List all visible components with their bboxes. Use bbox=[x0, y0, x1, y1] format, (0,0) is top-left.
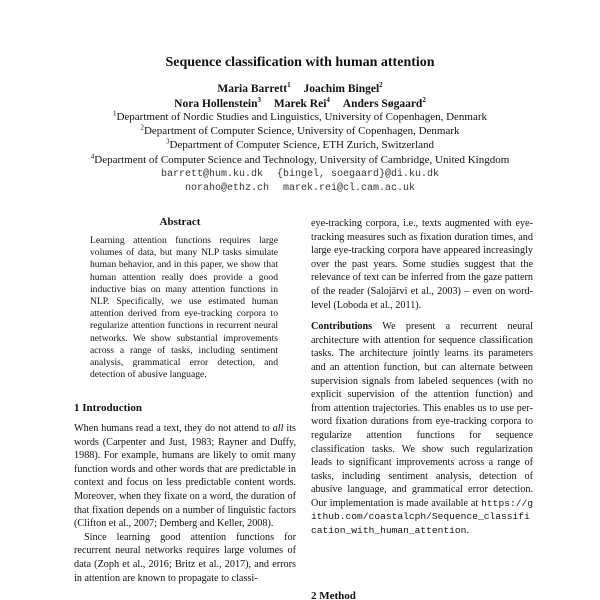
email-block bbox=[0, 168, 600, 195]
email-address: barrett@hum.ku.dk bbox=[160, 169, 263, 180]
method-heading: 2 Method bbox=[311, 590, 356, 600]
author-line-2 bbox=[0, 97, 600, 112]
author-name: Joachim Bingel$^2$ bbox=[303, 81, 383, 95]
email-address: marek.rei@cl.cam.ac.uk bbox=[283, 182, 416, 194]
author-name: Maria Barrett$^1$ bbox=[217, 81, 291, 95]
affiliation: $^2$Department of Computer Science, University of Copenhagen, Denmark bbox=[140, 123, 460, 138]
paper-title: Sequence classification with human attention bbox=[165, 55, 435, 70]
author-block bbox=[0, 82, 600, 111]
affiliation: $^1$Department of Nordic Studies and Linguistics, University of Copenhagen, Denmark bbox=[112, 109, 488, 123]
contributions-heading: Contributions bbox=[311, 321, 373, 333]
email-address: {bingel, soegaard}@di.ku.dk bbox=[277, 169, 440, 180]
introduction-heading: 1 Introduction bbox=[74, 402, 142, 414]
code-link[interactable]: https://github.com/coastalcph/Sequence_classification_with_human_attention bbox=[311, 497, 533, 537]
author-name: Anders Søgaard$^2$ bbox=[342, 95, 426, 110]
abstract-heading: Abstract bbox=[159, 216, 201, 228]
affiliation: $^3$Department of Computer Science, ETH Zurich, Switzerland bbox=[165, 137, 435, 152]
paragraph: When humans read a text, they do not attend to all its words (Carpenter and Just, 1983; Rayner and Duffy, 1988). For example, humans are likely to omit many function words and other words that are predictable in context and focus on less predictable content words. Moreover, when they fixate on a word, the duration of that fixation depends on a number of linguistic factors (Clifton et al., 2007; Demberg and Keller, 2008). bbox=[74, 423, 296, 530]
author-line-1 bbox=[0, 82, 600, 97]
author-name: Marek Rei$^4$ bbox=[273, 95, 330, 110]
paragraph: eye-tracking corpora, i.e., texts augmented with eye-tracking measures such as fixation duration times, and large eye-tracking corpora have appeared increasingly over the past years. Some studies suggest that the relevance of text can be inferred from the gaze pattern of the reader (Salojärvi et al., 2003) – even on word-level (Loboda et al., 2011). bbox=[311, 218, 533, 311]
author-name: Nora Hollenstein$^3$ bbox=[174, 95, 262, 110]
affiliation-block bbox=[0, 110, 600, 167]
email-line-2 bbox=[0, 182, 600, 196]
contributions-paragraph: Contributions We present a recurrent neural architecture with attention for sequence classification tasks. The architecture jointly learns its parameters and an attention function, but can alternate between supervision signals from labeled sequences (with no explicit supervision of the attention function) and from attention trajectories. This enables us to use per-word fixation durations from eye-tracking corpora to regularize attention functions for sequence classification tasks. We show such regularization leads to significant improvements across a range of tasks, including sentiment analysis, detection of abusive language, and grammatical error detection. Our implementation is made available at https://github.com/coastalcph/Sequence_classification_with_human_attention. bbox=[311, 321, 533, 537]
abstract-text: Learning attention functions requires large volumes of data, but many NLP tasks simulate human behavior, and in this paper, we show that human attention really does provide a good inductive bias on many attention functions in NLP. Specifically, we use estimated human attention derived from eye-tracking corpora to regularize attention functions in recurrent neural networks. We show substantial improvements across a range of tasks, including sentiment analysis, grammatical error detection, and detection of abusive language. bbox=[90, 235, 278, 381]
email-line-1 bbox=[0, 168, 600, 182]
right-column-body bbox=[311, 217, 533, 546]
email-address: noraho@ethz.ch bbox=[184, 182, 269, 194]
affiliation: $^4$Department of Computer Science and Technology, University of Cambridge, United Kingdom bbox=[90, 151, 510, 166]
introduction-body bbox=[74, 422, 296, 585]
paragraph: Since learning good attention functions for recurrent neural networks requires large volumes of data (Zoph et al., 2016; Britz et al., 2017), and errors in attention are known to propagate to classi- bbox=[74, 531, 296, 584]
